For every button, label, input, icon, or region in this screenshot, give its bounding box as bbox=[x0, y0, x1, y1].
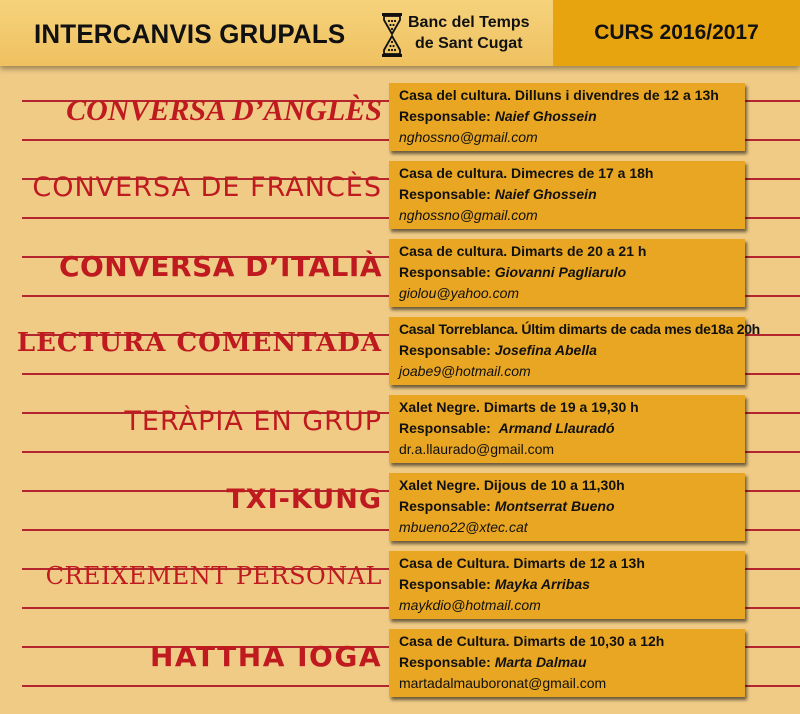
activity-name: TERÀPIA EN GRUP bbox=[124, 406, 382, 437]
activity-email[interactable]: giolou@yahoo.com bbox=[399, 285, 520, 301]
responsable-person: Giovanni Pagliarulo bbox=[494, 264, 627, 280]
responsable-label: Responsable: bbox=[399, 342, 491, 358]
curs-label: CURS 2016/2017 bbox=[594, 21, 759, 44]
responsable-person: Naief Ghossein bbox=[494, 108, 597, 124]
responsable-label: Responsable: bbox=[399, 420, 491, 436]
activity-responsable bbox=[399, 652, 745, 673]
activity-info bbox=[389, 161, 745, 229]
responsable-person: Josefina Abella bbox=[494, 342, 597, 358]
activity-info bbox=[389, 317, 760, 385]
activity-name: CONVERSA D’ANGLÈS bbox=[66, 94, 382, 127]
activity-responsable bbox=[399, 496, 745, 517]
activity-row bbox=[0, 388, 800, 466]
responsable-person: Naief Ghossein bbox=[494, 186, 597, 202]
activity-responsable bbox=[399, 574, 745, 595]
responsable-label: Responsable: bbox=[399, 498, 491, 514]
activity-place-time: Casa de Cultura. Dimarts de 10,30 a 12h bbox=[399, 633, 665, 649]
activity-name: HATTHA IOGA bbox=[150, 640, 382, 673]
activity-row bbox=[0, 154, 800, 232]
activity-row bbox=[0, 232, 800, 310]
activity-responsable bbox=[399, 418, 745, 439]
responsable-label: Responsable: bbox=[399, 186, 491, 202]
responsable-person: Marta Dalmau bbox=[494, 654, 587, 670]
activity-info bbox=[389, 395, 745, 463]
activity-email[interactable]: martadalmauboronat@gmail.com bbox=[399, 675, 607, 691]
activity-place-time: Xalet Negre. Dijous de 10 a 11,30h bbox=[399, 477, 625, 493]
responsable-person: Montserrat Bueno bbox=[494, 498, 615, 514]
activity-place-time: Casal Torreblanca. Últim dimarts de cada mes de18a 20h bbox=[399, 321, 760, 337]
activity-place-time: Casa de cultura. Dimecres de 17 a 18h bbox=[399, 165, 654, 181]
activity-place-time: Casa de cultura. Dimarts de 20 a 21 h bbox=[399, 243, 647, 259]
activity-name: CONVERSA D’ITALIÀ bbox=[58, 250, 382, 283]
responsable-label: Responsable: bbox=[399, 264, 491, 280]
logo-text bbox=[408, 12, 530, 54]
curs-badge bbox=[553, 0, 800, 66]
activity-email[interactable]: dr.a.llaurado@gmail.com bbox=[399, 441, 555, 457]
activity-row bbox=[0, 466, 800, 544]
activity-email[interactable]: nghossno@gmail.com bbox=[399, 207, 538, 223]
activity-responsable bbox=[399, 184, 745, 205]
activity-email[interactable]: mbueno22@xtec.cat bbox=[399, 519, 528, 535]
activity-email[interactable]: joabe9@hotmail.com bbox=[399, 363, 531, 379]
activity-info bbox=[389, 551, 745, 619]
activity-place-time: Xalet Negre. Dimarts de 19 a 19,30 h bbox=[399, 399, 639, 415]
activity-name: TXI-KUNG bbox=[226, 484, 382, 515]
activity-email[interactable]: maykdio@hotmail.com bbox=[399, 597, 541, 613]
activity-info bbox=[389, 83, 745, 151]
hourglass-icon bbox=[381, 12, 403, 58]
responsable-person: Armand Llauradó bbox=[498, 420, 615, 436]
activity-responsable bbox=[399, 262, 745, 283]
responsable-label: Responsable: bbox=[399, 108, 491, 124]
logo-line2: de Sant Cugat bbox=[414, 35, 523, 52]
header bbox=[0, 0, 800, 66]
responsable-label: Responsable: bbox=[399, 654, 491, 670]
activity-place-time: Casa del cultura. Dilluns i divendres de 12 a 13h bbox=[399, 87, 719, 103]
page-title: INTERCANVIS GRUPALS bbox=[34, 19, 346, 49]
activity-name: CREIXEMENT PERSONAL bbox=[45, 562, 382, 590]
activity-row bbox=[0, 310, 800, 388]
activity-responsable bbox=[399, 340, 745, 361]
activity-row bbox=[0, 76, 800, 154]
responsable-person: Mayka Arribas bbox=[494, 576, 590, 592]
activity-info bbox=[389, 239, 745, 307]
activity-email[interactable]: nghossno@gmail.com bbox=[399, 129, 538, 145]
activity-name: CONVERSA DE FRANCÈS bbox=[32, 172, 382, 203]
activity-row bbox=[0, 622, 800, 700]
responsable-label: Responsable: bbox=[399, 576, 491, 592]
activity-row bbox=[0, 544, 800, 622]
logo-line1: Banc del Temps bbox=[408, 14, 530, 31]
activity-place-time: Casa de Cultura. Dimarts de 12 a 13h bbox=[399, 555, 645, 571]
activity-name: LECTURA COMENTADA bbox=[16, 328, 382, 358]
activity-info bbox=[389, 629, 745, 697]
activity-responsable bbox=[399, 106, 745, 127]
activity-info bbox=[389, 473, 745, 541]
